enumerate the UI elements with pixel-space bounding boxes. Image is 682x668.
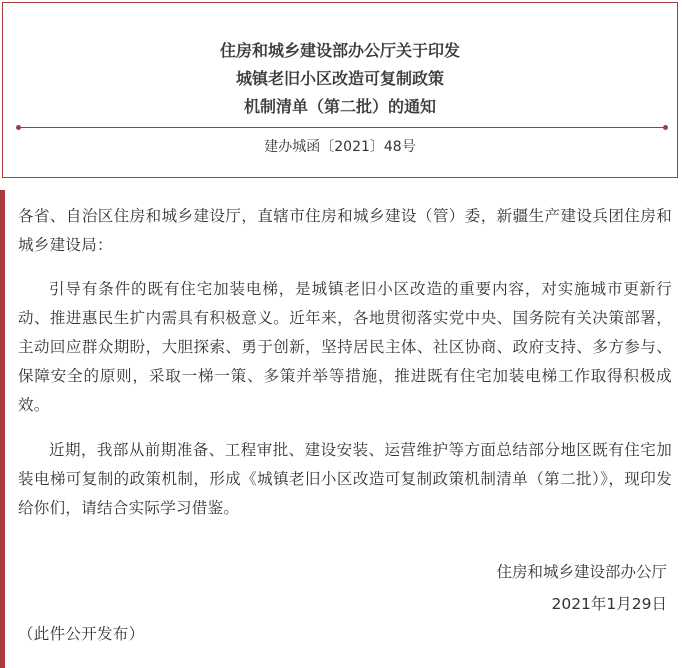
divider-dot-right [663, 125, 668, 130]
salutation: 各省、自治区住房和城乡建设厅，直辖市住房和城乡建设（管）委，新疆生产建设兵团住房和城乡建设局： [18, 207, 672, 254]
paragraph-1: 引导有条件的既有住宅加装电梯，是城镇老旧小区改造的重要内容，对实施城市更新行动、推进惠民生扩内需具有积极意义。近年来，各地贯彻落实党中央、国务院有关决策部署，主动回应群众期盼，大胆探索、勇于创新，坚持居民主体、社区协商、政府支持、多方参与、保障安全的原则，采取一梯一策、多策并举等措施，推进既有住宅加装电梯工作取得积极成效。 [18, 280, 672, 414]
disclosure-note: （此件公开发布） [18, 625, 145, 643]
divider-dot-left [16, 125, 21, 130]
date: 2021年1月29日 [551, 595, 667, 613]
title-line-2: 城镇老旧小区改造可复制政策 [235, 69, 444, 88]
title-divider [19, 127, 665, 128]
document-title [3, 37, 677, 121]
paragraph-2: 近期，我部从前期准备、工程审批、建设安装、运营维护等方面总结部分地区既有住宅加装电梯可复制的政策机制，形成《城镇老旧小区改造可复制政策机制清单（第二批）》，现印发给你们，请结合实际学习借鉴。 [18, 441, 672, 517]
title-line-3: 机制清单（第二批）的通知 [243, 97, 436, 116]
document-body [0, 190, 682, 668]
signature: 住房和城乡建设部办公厅 [496, 563, 667, 581]
document-header [2, 2, 678, 178]
title-line-1: 住房和城乡建设部办公厅关于印发 [219, 41, 460, 60]
document-number: 建办城函〔2021〕48号 [264, 139, 416, 155]
